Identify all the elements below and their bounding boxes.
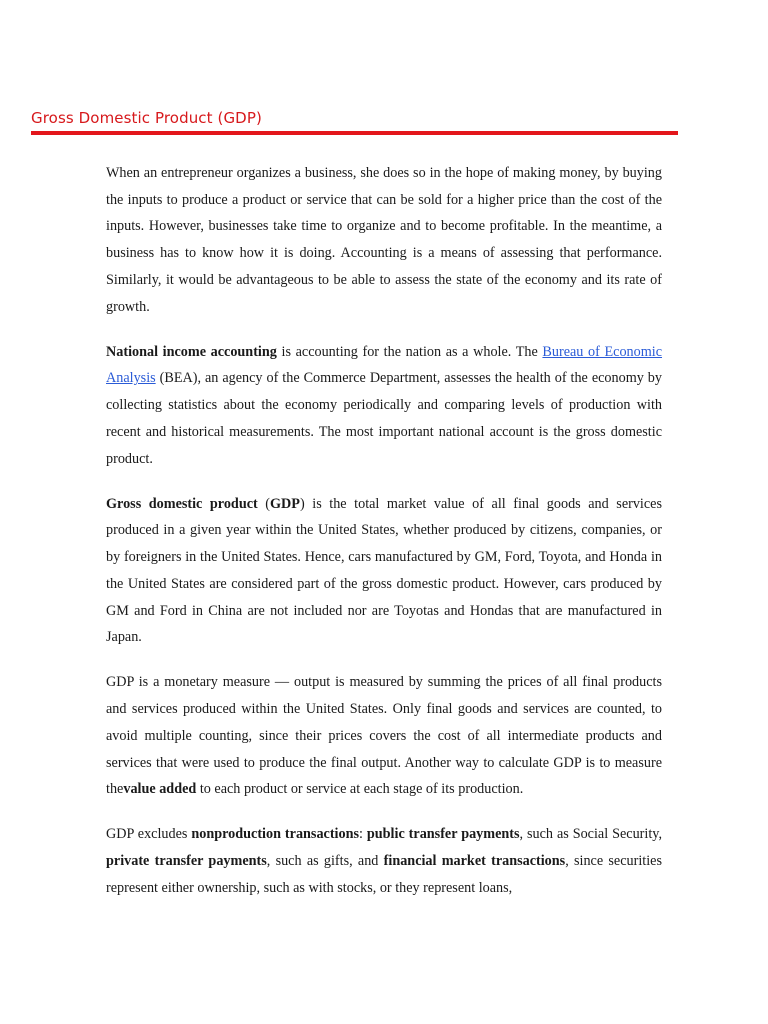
title-divider [31,131,678,135]
paragraph-text: to each product or service at each stage of its production. [196,781,524,798]
term-value-added: value added [123,781,197,798]
term-financial-market-transactions: financial market transactions [383,853,566,870]
page-title: Gross Domestic Product (GDP) [31,109,262,127]
paragraph-text: , such as Social Security, [519,826,662,843]
paragraph-text: ( [257,495,271,512]
term-nonproduction-transactions: nonproduction transactions [191,826,360,843]
term-public-transfer-payments: public transfer payments [366,826,520,843]
term-private-transfer-payments: private transfer payments [106,853,267,870]
paragraph-national-income [106,339,662,473]
term-gdp-abbr: GDP [270,495,300,512]
paragraph-intro: When an entrepreneur organizes a business, she does so in the hope of making money, by buying the inputs to produce a product or service that can be sold for a higher price than the cost of the inputs. However, businesses take time to organize and to become profitable. In the meantime, a business has to know how it is doing. Accounting is a means of assessing that performance. Similarly, it would be advantageous to be able to assess the state of the economy and its rate of growth. [106,165,662,315]
paragraph-text: ) is the total market value of all final goods and services produced in a given year within the United States, whether produced by citizens, companies, or by foreigners in the United States. Hence, cars manufactured by GM, Ford, Toyota, and Honda in the United States are considered part of the gross domestic product. However, cars produced by GM and Ford in China are not included nor are Toyotas and Hondas that are manufactured in Japan. [106,495,662,646]
paragraph-text: (BEA), an agency of the Commerce Department, assesses the health of the economy by collecting statistics about the economy periodically and comparing levels of production with recent and historical measurements. The most important national account is the gross domestic product. [106,370,662,467]
paragraph-text: , since securities represent either ownership, such as with stocks, or they represent loans, [106,853,662,896]
article-body [106,160,662,920]
term-gross-domestic-product: Gross domestic product [106,495,258,512]
paragraph-exclusions [106,821,662,901]
bea-link[interactable]: Bureau of Economic Analysis [106,343,663,387]
term-national-income-accounting: National income accounting [106,343,277,360]
paragraph-text: is accounting for the nation as a whole. The [276,343,543,360]
paragraph-monetary-measure [106,669,662,803]
paragraph-text: : [359,826,367,843]
paragraph-gdp-definition [106,491,662,651]
paragraph-text: , such as gifts, and [266,853,384,870]
paragraph-text: GDP excludes [106,826,192,843]
paragraph-text: GDP is a monetary measure — output is measured by summing the prices of all final products and services produced within the United States. Only final goods and services are counted, to avoid multiple counting, since their prices covers the cost of all intermediate products and services that were used to produce the final output. Another way to calculate GDP is to measure the [106,674,662,798]
